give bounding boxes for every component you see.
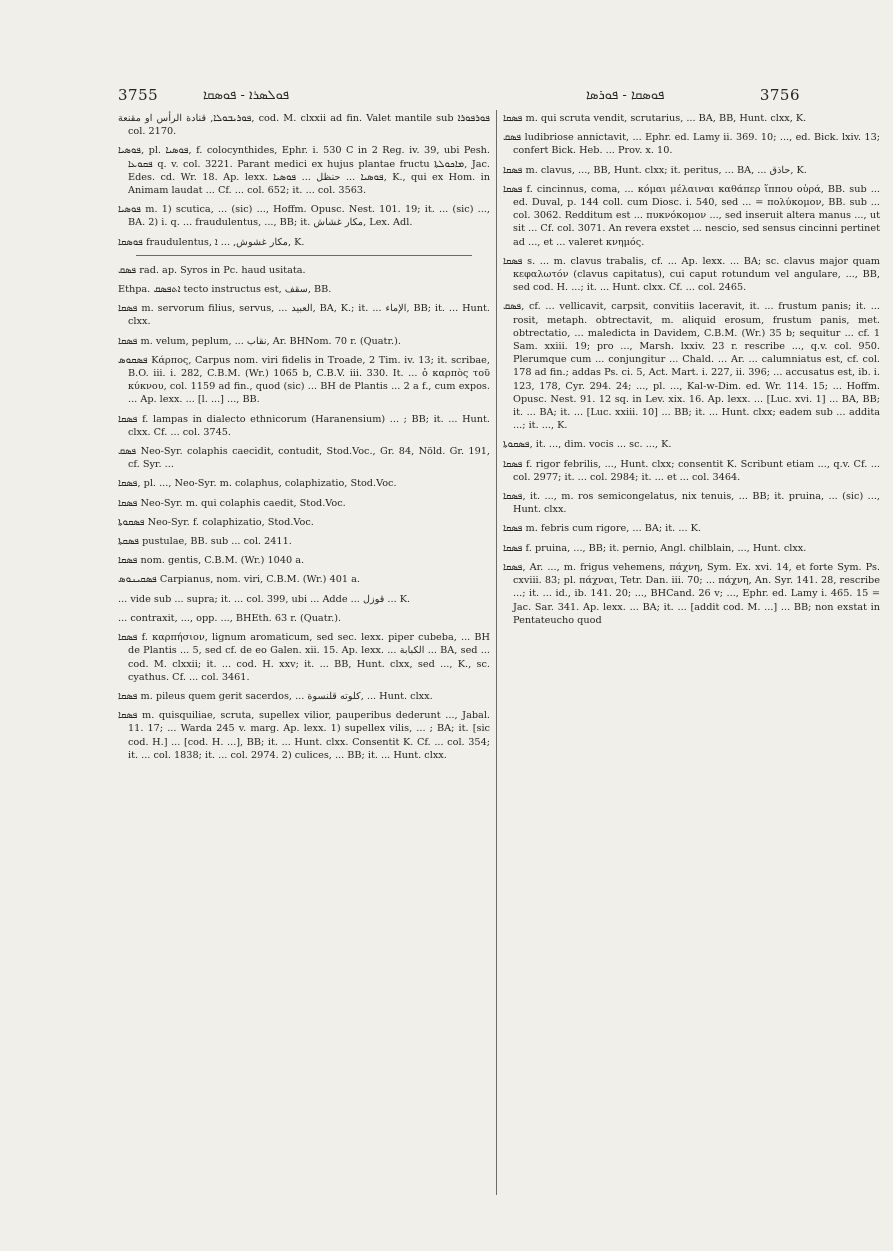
dictionary-entry: ܦܣܩܘܬܐ, it. ..., dim. vocis ... sc. ..., K. (503, 439, 672, 451)
left-page-number: 3755 (118, 86, 159, 104)
dictionary-entry: Ethpa. ܐܬܦܣܩ tecto instructus est, سقف, BB. (118, 284, 332, 296)
dictionary-entry: ... vide sub ... supra; it. ... col. 399, ubi ... Adde ... قوزل ... K. (118, 593, 411, 605)
dictionary-entry: ܦܣܩܐ m. febris cum rigore, ... BA; it. ... K. (503, 523, 701, 535)
dictionary-entry: ܦܣܩܐ, Ar. ..., m. frigus vehemens, πάχνη, Sym. Ex. xvi. 14, et forte Sym. Ps. cxviii. 83; pl. πάχναι, Tetr. Dan. iii. 70; ... πάχνη, An. Syr. 141. 28, rescribe ...; it. ... id., ib. 141. 20; ..., BHCand. 26 v; ..., Ephr. ed. Lamy i. 465. 15 = Jac. Sar. 341. Ap. lexx. ... BA; it. ... [addit cod. M. ...] ... BB; non exstat in Pentateucho quod (503, 561, 880, 626)
page-header (0, 86, 893, 108)
dictionary-entry: ܦܣܩܐ Neo-Syr. m. qui colaphis caedit, Stod.Voc. (118, 497, 346, 509)
dictionary-entry: ܦܣܩܐ m. servorum filius, servus, ... العبيد, BA, K.; it. ... الإماء, BB; it. ... Hunt. clxx. (118, 303, 490, 328)
dictionary-entry: ܦܣܩܐ f. καρπήσιον, lignum aromaticum, sed sec. lexx. piper cubeba, ... BH de Plantis ... 5, sed cf. de eo Galen. xii. 15. Ap. lexx. ... الكبابة ... BA, sed ... cod. M. clxxii; it. ... cod. H. xxv; it. ... BB, Hunt. clxx, sed ..., K., sc. cyathus. Cf. ... col. 3461. (118, 632, 490, 683)
dictionary-entry: ܦܣܩܐ f. cincinnus, coma, ... κόμαι μέλαιναι καθάπερ ἵππου οὐρά, BB. sub ... ed. Duval, p. 144 coll. cum Diosc. i. 540, sed ... = πολύκομον, BB. sub ... col. 3062. Redditum est ... πυκνόκομον ..., sed inseruit altera manus ..., ut sit ... Cf. col. 3071. An revera exstet ... nescio, sed sensus cincinni pertinet ad ..., et ... valeret κνημός. (503, 183, 880, 248)
dictionary-entry: ܦܣܩ ludibriose annictavit, ... Ephr. ed. Lamy ii. 369. 10; ..., ed. Bick. lxiv. 13; confert Bick. Heb. ... Prov. x. 10. (503, 132, 880, 157)
right-page-number: 3756 (759, 86, 800, 104)
dictionary-entry: ܦܣܩܐ f. rigor febrilis, ..., Hunt. clxx; consentit K. Scribunt etiam ..., q.v. Cf. ... col. 2977; it. ... col. 2984; it. ... et ... col. 3464. (503, 458, 880, 483)
dictionary-entry: ܦܣܩ, cf. ... vellicavit, carpsit, convitiis laceravit, it. ... frustum panis; it. ... rosit, metaph. obtrectavit, m. aliquid erosum, frustum panis, met. obtrectatio, ... maledicta in Davidem, C.B.M. (Wr.) 35 b; sequitur ... cf. 1 Sam. xxiii. 19; pro ..., Marsh. lxxiv. 23 r. rescribe ..., q.v. col. 950. Plerumque cum ... conjungitur ... Chald. ... Ar. ... calumniatus est, cf. col. 178 ad fin.; addas Ps. ci. 5, Act. Mart. i. 227, ii. 396; ... accusatus est, ib. i. 123, 178, Cyr. 294. 24; ..., pl. ..., Kal-w-Dim. ed. Wr. 114. 15; ... Hoffm. Opusc. Nest. 91. 12 sq. in Lev. xix. 16. Ap. lexx. ... [Luc. xvi. 1] ... BA, BB; it. ... BA; it. ... [Luc. xxiii. 10] ... BB; it. ... Hunt. clxx; eadem sub ... addita ...; it. ..., K. (503, 301, 880, 432)
dictionary-entry: ܦܣܩܐ s. ... m. clavus trabalis, cf. ... Ap. lexx. ... BA; sc. clavus major quam κεφαλωτόν (clavus capitatus), cui caput rotundum vel angulare, ..., BB, sed cod. H. ...; it. ... Hunt. clxx. Cf. ... col. 2465. (503, 255, 880, 294)
dictionary-entry: ܦܣܩܐ nom. gentis, C.B.M. (Wr.) 1040 a. (118, 555, 305, 567)
left-column (118, 112, 490, 768)
dictionary-entry: ܦܣܩܐ m. quisquiliae, scruta, supellex vilior, pauperibus dederunt ..., Jabal. 11. 17; ... Warda 245 v. marg. Ap. lexx. 1) supellex vilis, ... ; BA; it. [sic cod. H.] ... [cod. H. ...], BB; it. ... Hunt. clxx. Consentit K. Cf. ... col. 354; it. ... col. 1838; it. ... col. 2974. 2) culices, ... BB; it. ... Hunt. clxx. (118, 710, 490, 761)
left-running-head: ܦܘܠܣܪܐ - ܦܘܣܩܐ (203, 88, 290, 103)
dictionary-entry: ܦܣܩܐ m. clavus, ..., BB, Hunt. clxx; it. peritus, ... BA, ... حاذق, K. (503, 164, 807, 176)
column-divider (496, 110, 497, 1195)
dictionary-entry: ܦܣܩ rad. ap. Syros in Pc. haud usitata. (118, 264, 306, 276)
dictionary-entry: ... contraxit, ..., opp. ..., BHEth. 63 r. (Quatr.). (118, 612, 342, 624)
dictionary-entry: ܦܣܩܝܢܘܣ Carpianus, nom. viri, C.B.M. (Wr.) 401 a. (118, 574, 360, 586)
dictionary-entry: ܦܣܩ Neo-Syr. colaphis caecidit, contudit, Stod.Voc., Gr. 84, Nöld. Gr. 191, cf. Syr. ... (118, 446, 490, 471)
dictionary-entry: ܦܣܩܘܬܐ Neo-Syr. f. colaphizatio, Stod.Voc. (118, 516, 314, 528)
dictionary-entry: ܦܣܩܐ m. pileus quem gerit sacerdos, ... كلوته قلنسوة, ... Hunt. clxx. (118, 690, 433, 702)
dictionary-entry: ܦܘܣܝܐ, pl. ܦܘܣܝܐ, f. colocynthides, Ephr. i. 530 C in 2 Reg. iv. 39, ubi Pesh. ܦܩܘܥܐ q. v. col. 3221. Parant medici ex hujus plantae fructu ܡܐܟܘܠܬܐ, Jac. Edes. cd. Wr. 18. Ap. lexx. ܦܘܣܝܐ ... حنظل ... ܦܘܣܝܐ, K., qui ex Hom. in Animam laudat ... Cf. ... col. 652; it. ... col. 3563. (118, 145, 491, 197)
dictionary-entry: ܦܣܩܐ m. qui scruta vendit, scrutarius, ... BA, BB, Hunt. clxx, K. (503, 113, 807, 124)
dictionary-entry: ܦܣܩܬܐ pustulae, BB. sub ... col. 2411. (118, 536, 292, 548)
dictionary-entry: ܦܣܩܘܣ Κάρπος, Carpus nom. viri fidelis in Troade, 2 Tim. iv. 13; it. scribae, B.O. iii. i. 282, C.B.M. (Wr.) 1065 b, C.B.V. iii. 330. It. ... ὁ καρπὸς τοῦ κύκνου, col. 1159 ad fin., quod (sic) ... BH de Plantis ... 2 a f., cum expos. ... Ap. lexx. ... [l. ...] ..., BB. (118, 354, 490, 406)
right-column (503, 112, 880, 633)
dictionary-entry: ܦܣܩܐ m. velum, peplum, ... نقاب, Ar. BHNom. 70 r. (Quatr.). (118, 335, 401, 347)
dictionary-entry: ܦܣܩܐ, pl. ..., Neo-Syr. m. colaphus, colaphizatio, Stod.Voc. (118, 478, 397, 490)
dictionary-entry: ܦܘܪܝܒܘܠܐ, قنادة الرأس او مقنعة, cod. M. clxxii ad fin. Valet mantile sub ܦܘܪܦܘܪܐ col. 2170. (118, 113, 490, 138)
dictionary-entry: ܦܣܩܐ f. lampas in dialecto ethnicorum (Haranensium) ... ; BB; it. ... Hunt. clxx. Cf. ... col. 3745. (118, 413, 490, 438)
dictionary-entry: ܦܣܩܐ, it. ..., m. ros semicongelatus, nix tenuis, ... BB; it. pruina, ... (sic) ..., Hunt. clxx. (503, 491, 880, 516)
dictionary-entry: ܦܘܣܩܐ fraudulentus, مكار غشوش, ... ܐ, K. (118, 236, 305, 248)
right-running-head: ܦܘܣܩܐ - ܦܘܪܣܐ (586, 88, 665, 103)
dictionary-entry: ܦܘܣܝܐ m. 1) scutica, ... (sic) ..., Hoffm. Opusc. Nest. 101. 19; it. ... (sic) ..., BA. 2) i. q. ... fraudulentus, ..., BB; it. مكار غشاش, Lex. Adl. (118, 204, 490, 229)
dictionary-entry: ܦܣܩܐ f. pruina, ..., BB; it. pernio, Angl. chilblain, ..., Hunt. clxx. (503, 542, 807, 554)
section-rule (136, 255, 472, 256)
